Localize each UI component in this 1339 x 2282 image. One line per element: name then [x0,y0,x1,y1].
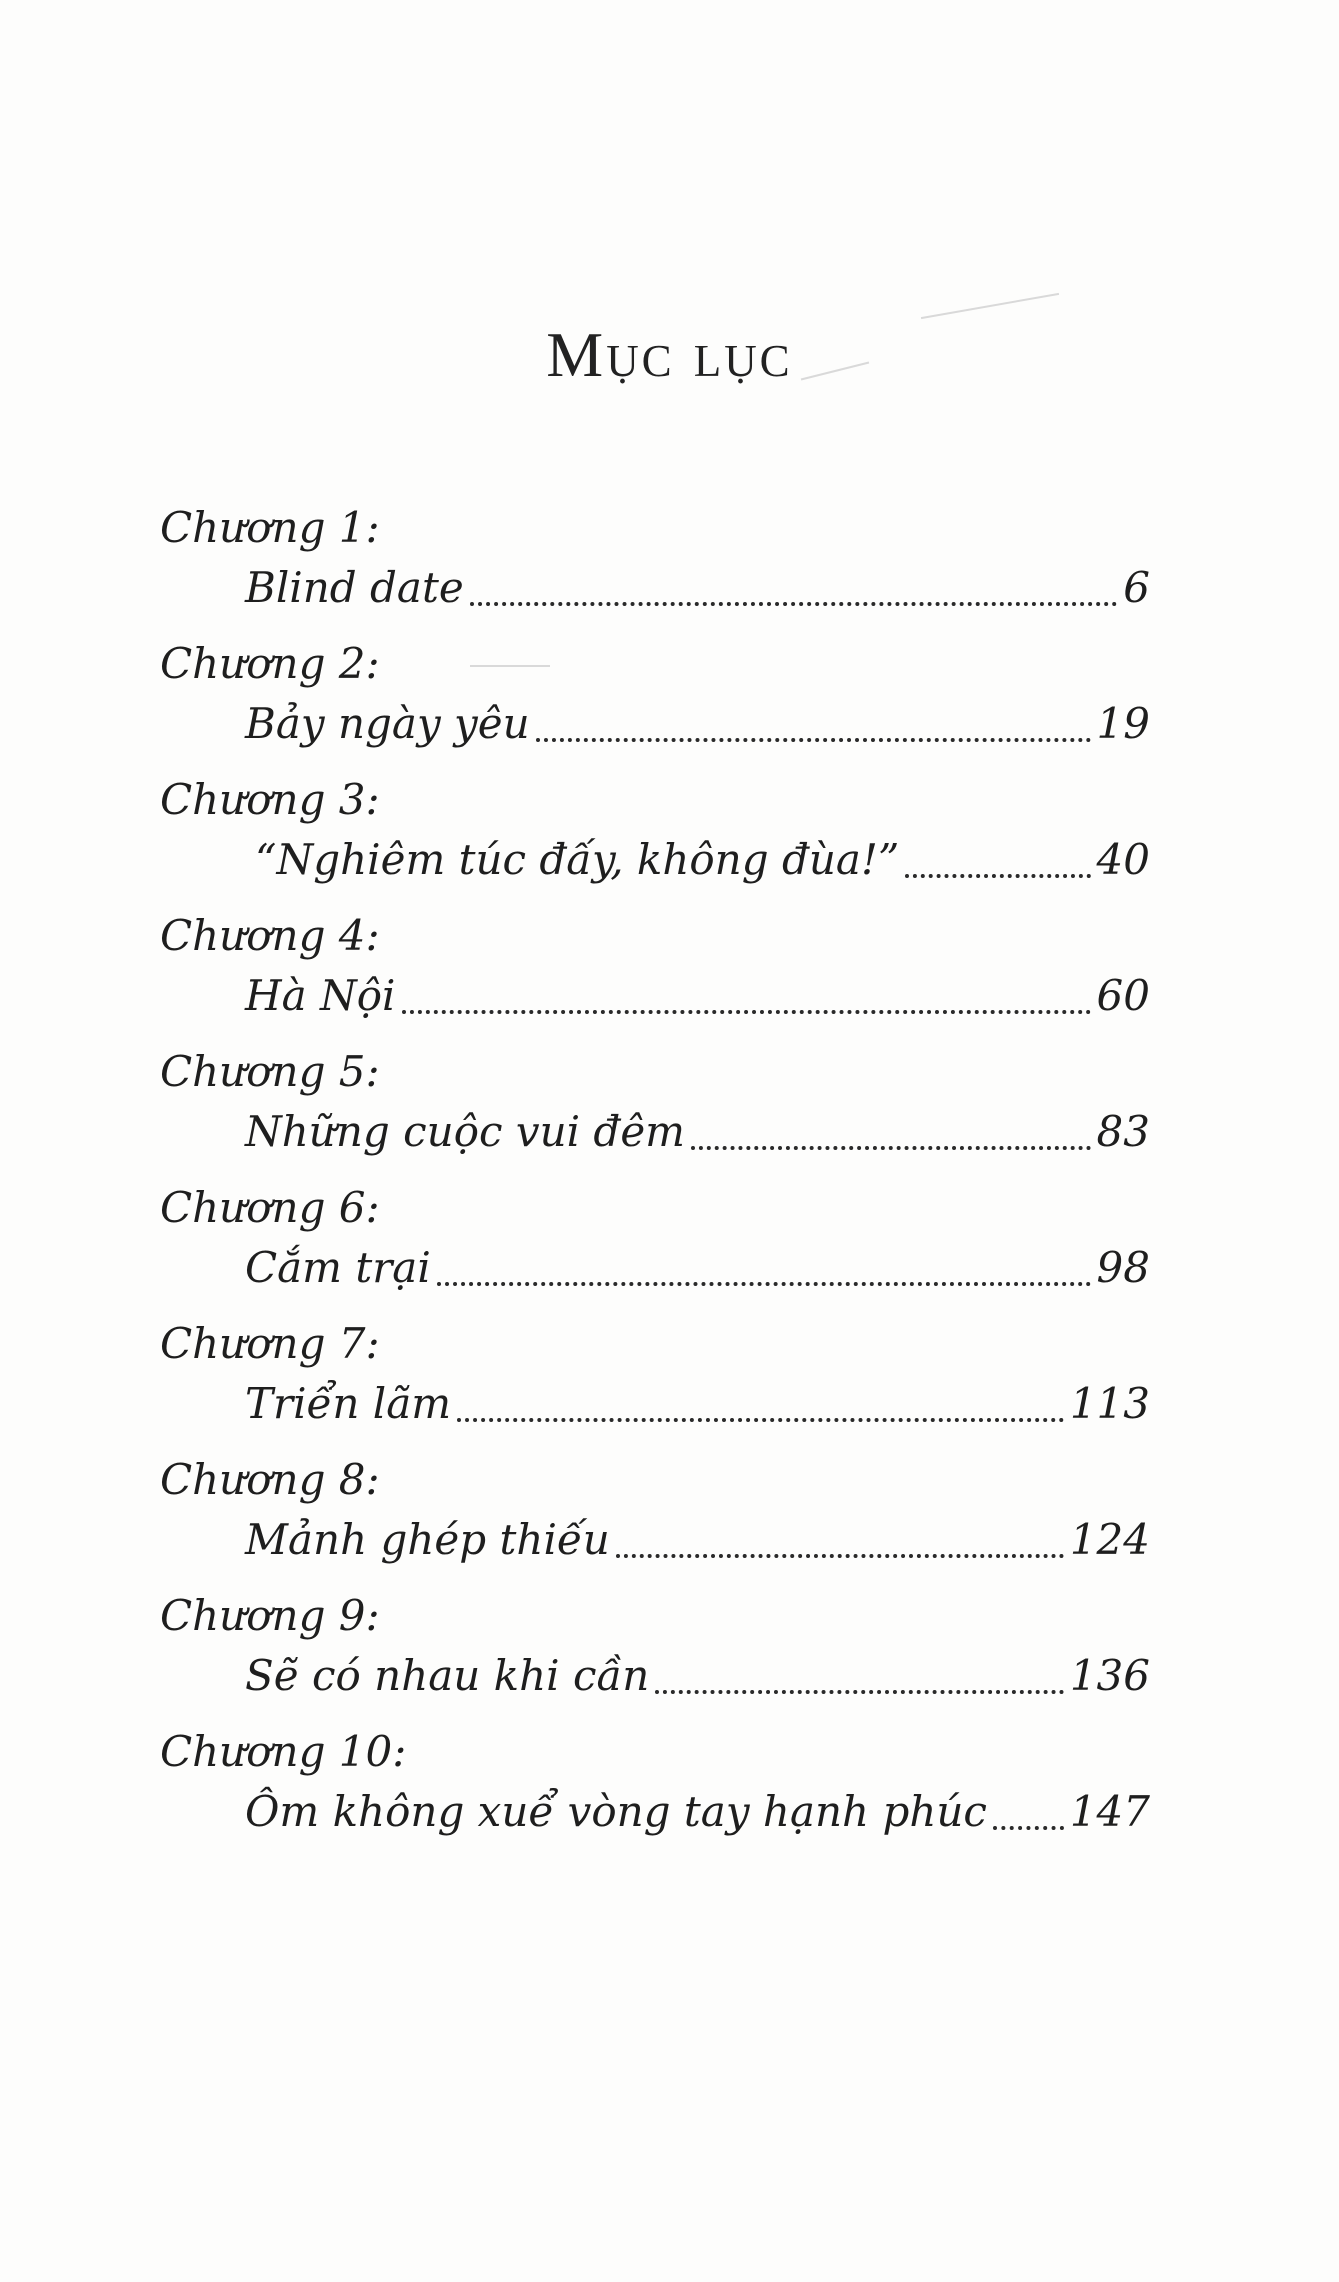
toc-entry [160,1724,1150,1860]
toc-line [245,1644,1150,1708]
toc-line [255,828,1150,892]
toc-line [245,692,1150,756]
chapter-label: Chương 8: [160,1455,380,1504]
page-number: 147 [1069,1787,1150,1836]
dot-leader [457,1418,1064,1422]
dot-leader [437,1282,1091,1286]
dot-leader [616,1554,1064,1558]
chapter-label: Chương 1: [160,503,380,552]
page-number: 19 [1096,699,1150,748]
toc-line [245,1236,1150,1300]
dot-leader [993,1826,1064,1830]
chapter-title: Triển lãm [245,1379,452,1428]
chapter-label: Chương 7: [160,1319,380,1368]
dot-leader [402,1010,1091,1014]
dot-leader [470,602,1118,606]
chapter-title: Hà Nội [245,971,396,1020]
page-title: Mục lục [546,319,793,390]
chapter-title: Blind date [245,563,464,612]
page-number: 98 [1096,1243,1150,1292]
page-number: 6 [1123,563,1150,612]
toc-entry [160,1452,1150,1588]
dot-leader [655,1690,1064,1694]
toc-entry [160,636,1150,772]
toc-line [245,556,1150,620]
chapter-label: Chương 4: [160,911,380,960]
chapter-label: Chương 5: [160,1047,380,1096]
chapter-title: Bảy ngày yêu [245,699,530,748]
chapter-label: Chương 9: [160,1591,380,1640]
table-of-contents [160,500,1150,1860]
toc-line [245,1372,1150,1436]
toc-line [245,1100,1150,1164]
page-number: 124 [1069,1515,1150,1564]
toc-line [245,1508,1150,1572]
toc-entry [160,772,1150,908]
toc-entry [160,1588,1150,1724]
chapter-label: Chương 2: [160,639,380,688]
chapter-title: Cắm trại [245,1243,431,1292]
dot-leader [536,738,1091,742]
page-number: 113 [1069,1379,1150,1428]
dot-leader [691,1146,1091,1150]
page-number: 60 [1096,971,1150,1020]
toc-line [245,1780,1150,1844]
chapter-label: Chương 6: [160,1183,380,1232]
page-number: 40 [1096,835,1150,884]
chapter-title: Sẽ có nhau khi cần [245,1651,650,1700]
toc-entry [160,1044,1150,1180]
dot-leader [905,874,1090,878]
toc-entry [160,1316,1150,1452]
toc-entry [160,1180,1150,1316]
chapter-label: Chương 10: [160,1727,407,1776]
chapter-title: “Nghiêm túc đấy, không đùa!” [255,835,900,884]
chapter-title: Mảnh ghép thiếu [245,1515,610,1564]
chapter-label: Chương 3: [160,775,380,824]
toc-line [245,964,1150,1028]
chapter-title: Ôm không xuể vòng tay hạnh phúc [245,1787,987,1836]
toc-entry [160,500,1150,636]
chapter-title: Những cuộc vui đêm [245,1107,685,1156]
toc-entry [160,908,1150,1044]
page-number: 136 [1069,1651,1150,1700]
page-number: 83 [1096,1107,1150,1156]
scan-artifact [921,293,1059,319]
